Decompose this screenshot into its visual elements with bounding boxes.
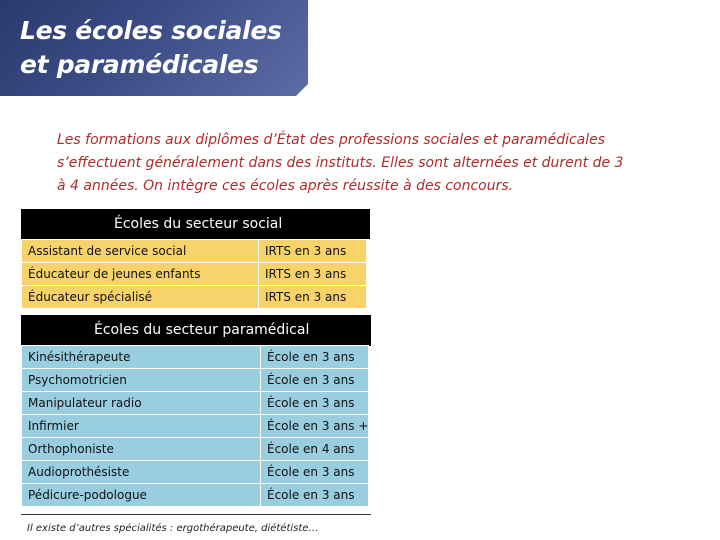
duration-cell: École en 3 ans (261, 484, 369, 507)
duration-cell: École en 3 ans (261, 392, 369, 415)
duration-cell: IRTS en 3 ans (259, 286, 367, 309)
profession-cell: Pédicure-podologue (22, 484, 261, 507)
duration-cell: IRTS en 3 ans (259, 263, 367, 286)
profession-cell: Manipulateur radio (22, 392, 261, 415)
table-row (22, 240, 367, 263)
profession-cell: Éducateur de jeunes enfants (22, 263, 259, 286)
intro-line: Les formations aux diplômes d’État des professions sociales et paramédicales (57, 132, 606, 148)
table-row (22, 461, 369, 484)
table-row (22, 369, 369, 392)
table-row (22, 415, 369, 438)
duration-cell: École en 3 ans (261, 369, 369, 392)
page-fold-corner (296, 84, 308, 96)
profession-cell: Éducateur spécialisé (22, 286, 259, 309)
duration-cell: École en 3 ans + (261, 415, 369, 438)
profession-cell: Audioprothésiste (22, 461, 261, 484)
table-row (22, 438, 369, 461)
duration-cell: IRTS en 3 ans (259, 240, 367, 263)
profession-cell: Infirmier (22, 415, 261, 438)
table-bottom-border (21, 514, 371, 515)
table-row (22, 346, 369, 369)
duration-cell: École en 4 ans (261, 438, 369, 461)
intro-line: s’effectuent généralement dans des instituts. Elles sont alternées et durent de 3 (57, 155, 624, 171)
duration-cell: École en 3 ans (261, 461, 369, 484)
social-schools-table (21, 239, 367, 309)
duration-cell: École en 3 ans (261, 346, 369, 369)
intro-line: à 4 années. On intègre ces écoles après réussite à des concours. (57, 178, 514, 194)
table-row (22, 263, 367, 286)
page-title-line-2: et paramédicales (20, 50, 259, 79)
title-banner (0, 0, 308, 96)
profession-cell: Assistant de service social (22, 240, 259, 263)
profession-cell: Psychomotricien (22, 369, 261, 392)
page-title-line-1: Les écoles sociales (20, 16, 282, 45)
profession-cell: Kinésithérapeute (22, 346, 261, 369)
profession-cell: Orthophoniste (22, 438, 261, 461)
paramedical-schools-table (21, 345, 369, 507)
paramedical-table-header: Écoles du secteur paramédical (21, 315, 371, 346)
social-table-header: Écoles du secteur social (21, 209, 370, 239)
footnote: Il existe d’autres spécialités : ergothérapeute, diététiste… (27, 523, 319, 534)
intro-paragraph (57, 129, 667, 198)
table-row (22, 392, 369, 415)
table-row (22, 286, 367, 309)
table-row (22, 484, 369, 507)
